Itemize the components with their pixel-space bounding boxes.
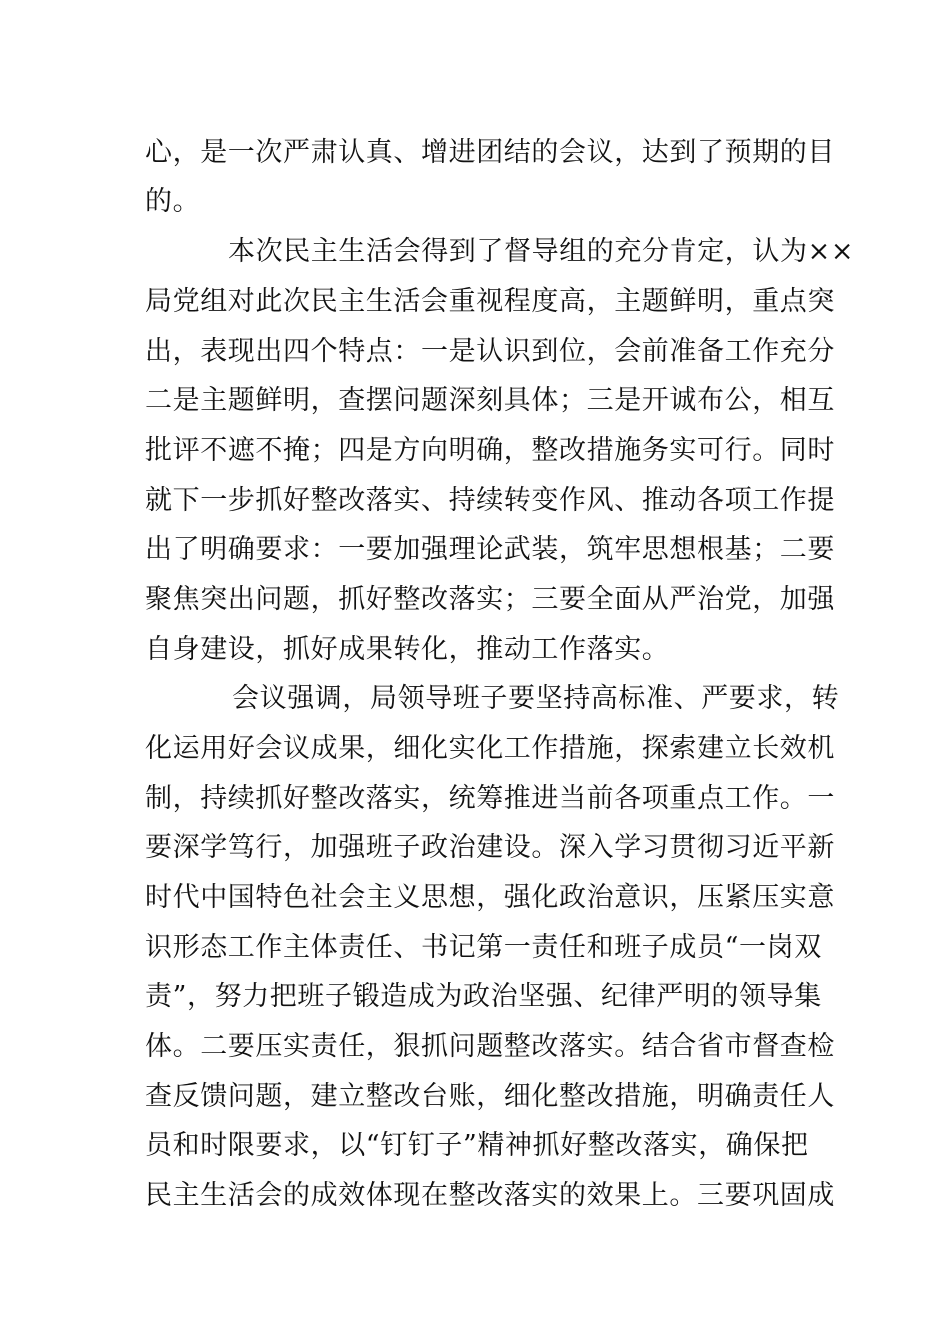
text-line: 本次民主生活会得到了督导组的充分肯定，认为×× [228, 236, 855, 267]
text-line: 责”，努力把班子锻造成为政治坚强、纪律严明的领导集 [145, 981, 822, 1012]
text-line: 识形态工作主体责任、书记第一责任和班子成员“一岗双 [145, 932, 822, 963]
text-line: 民主生活会的成效体现在整改落实的效果上。三要巩固成 [145, 1180, 835, 1211]
text-line: 制，持续抓好整改落实，统筹推进当前各项重点工作。一 [145, 783, 835, 814]
text-line: 批评不遮不掩；四是方向明确，整改措施务实可行。同时 [145, 435, 835, 466]
text-line: 就下一步抓好整改落实、持续转变作风、推动各项工作提 [145, 485, 835, 516]
text-line: 会议强调，局领导班子要坚持高标准、严要求，转 [232, 683, 840, 714]
text-line: 化运用好会议成果，细化实化工作措施，探索建立长效机 [145, 733, 835, 764]
text-line: 的。 [145, 186, 201, 217]
text-line: 心，是一次严肃认真、增进团结的会议，达到了预期的目 [145, 137, 835, 168]
text-line: 时代中国特色社会主义思想，强化政治意识，压紧压实意 [145, 882, 835, 913]
text-line: 要深学笃行，加强班子政治建设。深入学习贯彻习近平新 [145, 832, 835, 863]
text-line: 二是主题鲜明，查摆问题深刻具体；三是开诚布公，相互 [145, 385, 835, 416]
text-line: 查反馈问题，建立整改台账，细化整改措施，明确责任人 [145, 1081, 835, 1112]
text-line: 局党组对此次民主生活会重视程度高，主题鲜明，重点突 [145, 286, 835, 317]
text-line: 聚焦突出问题，抓好整改落实；三要全面从严治党，加强 [145, 584, 835, 615]
text-line: 体。二要压实责任，狠抓问题整改落实。结合省市督查检 [145, 1031, 835, 1062]
text-line: 员和时限要求，以“钉钉子”精神抓好整改落实，确保把 [145, 1130, 809, 1161]
text-line: 出，表现出四个特点：一是认识到位，会前准备工作充分 [145, 336, 835, 367]
text-line: 出了明确要求：一要加强理论武装，筑牢思想根基；二要 [145, 534, 835, 565]
text-line: 自身建设，抓好成果转化，推动工作落实。 [145, 634, 670, 665]
